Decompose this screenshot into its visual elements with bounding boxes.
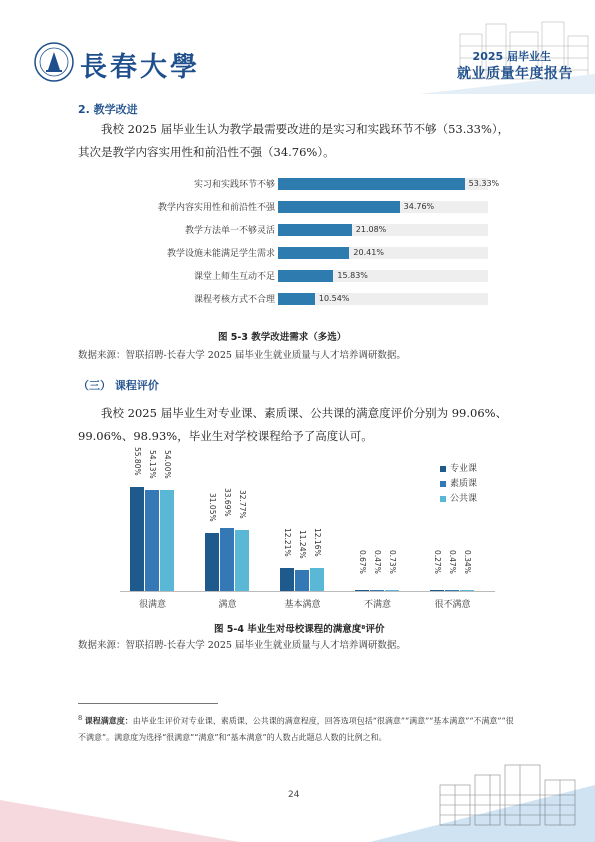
bar [130, 487, 144, 591]
bar-category-label: 课堂上师生互动不足 [193, 272, 275, 282]
bar-category-label: 实习和实践环节不够 [193, 180, 275, 190]
figure-caption-5-4: 图 5-4 毕业生对母校课程的满意度⁸评价 [214, 624, 385, 635]
legend-swatch [440, 466, 446, 472]
bar [278, 201, 400, 213]
teaching-improvement-chart [120, 176, 500, 316]
bar-track [278, 270, 488, 282]
x-category-label: 满意 [218, 600, 237, 610]
bar-value-label: 0.73% [388, 549, 397, 574]
footnote-text: 由毕业生评价对专业课、素质课、公共课的满意程度，回答选项包括“很满意”“满意”“基本满意”“不满意”“很不满意”。满意度为选择“很满意”“满意”和“基本满意”的人数占此题总人数的比例之和。 [78, 716, 514, 742]
section-paragraph: 我校 2025 届毕业生对专业课、素质课、公共课的满意度评价分别为 99.06%、99.06%、98.93%，毕业生对学校课程给予了高度认可。 [78, 406, 508, 443]
bar-value-label: 34.76% [403, 202, 435, 211]
bar-value-label: 31.05% [208, 493, 217, 522]
footnote-divider [78, 703, 218, 704]
bar-value-label: 0.67% [358, 549, 367, 574]
bar [278, 178, 465, 190]
bar-category-label: 课程考核方式不合理 [193, 295, 275, 305]
section-heading-teaching-improvement: 2. 教学改进 [78, 103, 138, 116]
bar-value-label: 0.34% [463, 550, 472, 574]
figure-caption-5-3: 图 5-3 教学改进需求（多选） [218, 332, 347, 343]
data-source-note: 数据来源：智联招聘-长春大学 2025 届毕业生就业质量与人才培养调研数据。 [78, 640, 406, 651]
bar [295, 570, 309, 591]
bar [205, 533, 219, 591]
bar-value-label: 33.69% [223, 488, 232, 517]
footnote-marker: 8 [78, 714, 83, 722]
section-heading-course-evaluation: （三） 课程评价 [78, 379, 159, 392]
bottom-right-decoration [330, 745, 595, 842]
bar-value-label: 20.41% [353, 248, 384, 257]
legend-label: 专业课 [450, 464, 478, 474]
bar-value-label: 10.54% [318, 294, 350, 303]
university-logo-text: 長春大學 [80, 52, 200, 83]
legend-label: 素质课 [450, 479, 478, 489]
footnote-term: 课程满意度： [84, 715, 133, 726]
bar-value-label: 12.21% [283, 528, 292, 557]
report-year: 2025 届毕业生 [472, 50, 551, 63]
bar [280, 568, 294, 591]
bar-value-label: 15.83% [337, 271, 368, 280]
legend-label: 公共课 [450, 494, 478, 504]
bar [278, 224, 352, 236]
bar [220, 528, 234, 591]
bar-track [278, 201, 488, 213]
bar [310, 568, 324, 591]
bar-value-label: 0.27% [433, 550, 442, 574]
section-paragraph: 我校 2025 届毕业生认为教学最需要改进的是实习和实践环节不够（53.33%），其次是教学内容实用性和前沿性不强（34.76%）。 [78, 122, 510, 159]
bar-value-label: 54.13% [148, 449, 157, 479]
bar-value-label: 21.08% [355, 225, 387, 234]
bottom-left-decoration [0, 780, 250, 842]
bar [278, 293, 315, 305]
bar-track [278, 293, 488, 305]
x-axis-line [120, 591, 495, 592]
bar [160, 490, 174, 591]
footnote [78, 710, 518, 746]
report-title: 就业质量年度报告 [457, 66, 573, 82]
university-seal-logo [34, 42, 74, 82]
bar [278, 270, 333, 282]
bar [278, 247, 349, 259]
bar-value-label: 55.80% [133, 446, 142, 476]
bar-value-label: 32.77% [238, 489, 247, 519]
x-category-label: 基本满意 [284, 600, 321, 610]
bar-track [278, 178, 488, 190]
course-satisfaction-chart [110, 446, 530, 620]
bar-value-label: 0.47% [448, 550, 457, 574]
legend-item [440, 461, 477, 474]
bar-value-label: 53.33% [468, 179, 500, 188]
legend-item [440, 491, 477, 504]
x-category-label: 很不满意 [434, 600, 471, 610]
bar-value-label: 11.24% [298, 530, 307, 559]
bar-value-label: 12.16% [313, 528, 322, 557]
bar-value-label: 0.47% [373, 550, 382, 574]
legend-item [440, 476, 477, 489]
bar [145, 490, 159, 591]
legend-swatch [440, 481, 446, 487]
bar-category-label: 教学内容实用性和前沿性不强 [157, 203, 275, 213]
bar [235, 530, 249, 591]
bar-value-label: 54.00% [163, 450, 172, 479]
page-number: 24 [288, 790, 300, 800]
x-category-label: 不满意 [363, 600, 391, 610]
bar-category-label: 教学设施未能满足学生需求 [166, 249, 275, 259]
legend-swatch [440, 496, 446, 502]
bar-category-label: 教学方法单一不够灵活 [184, 226, 275, 236]
data-source-note: 数据来源：智联招聘-长春大学 2025 届毕业生就业质量与人才培养调研数据。 [78, 350, 406, 361]
x-category-label: 很满意 [138, 600, 166, 610]
